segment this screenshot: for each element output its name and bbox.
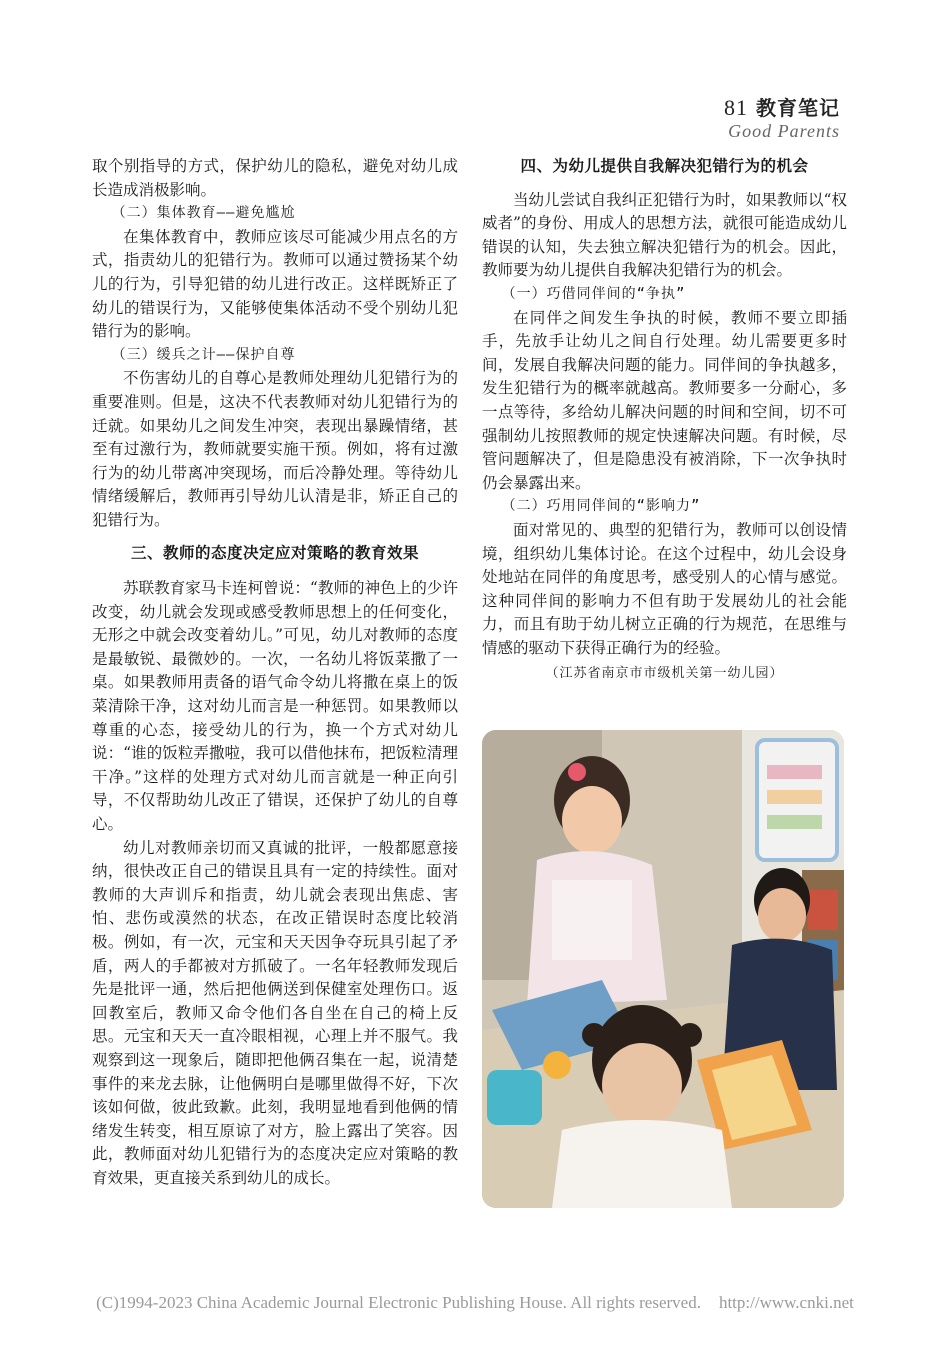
page-number: 81 [724,95,748,120]
subheading: （二）巧用同伴间的“影响力” [501,498,701,515]
subheading: （三）缓兵之计——保护自尊 [111,346,296,363]
paragraph: 面对常见的、典型的犯错行为，教师可以创设情境，组织幼儿集体讨论。在这个过程中，幼儿会设身处地站在同伴的角度思考，感受别人的心情与感觉。这种同伴间的影响力不但有助于发展幼儿的社会能力，而且有助于幼儿树立正确的行为规范，在思维与情感的驱动下获得正确行为的经验。 [482,520,847,657]
right-column [482,155,847,686]
paragraph: 苏联教育家马卡连柯曾说：“教师的神色上的少许改变，幼儿就会发现或感受教师思想上的任何变化，无形之中就会改变着幼儿。”可见，幼儿对教师的态度是最敏锐、最微妙的。一次，一名幼儿将饭菜撒了一桌。如果教师用责备的语气命令幼儿将撒在桌上的饭菜清除干净，这对幼儿而言是一种惩罚。如果教师以尊重的心态，接受幼儿的行为，换一个方式对幼儿说：“谁的饭粒弄撒啦，我可以借他抹布，把饭粒清理干净。”这样的处理方式对幼儿而言就是一种正向引导，不仅帮助幼儿改正了错误，还保护了幼儿的自尊心。 [92,579,458,834]
running-header [724,92,840,142]
paragraph: 不伤害幼儿的自尊心是教师处理幼儿犯错行为的重要准则。但是，这决不代表教师对幼儿犯错行为的迁就。如果幼儿之间发生冲突，表现出暴躁情绪，甚至有过激行为，教师就要实施干预。例如，将有过激行为的幼儿带离冲突现场，而后冷静处理。等待幼儿情绪缓解后，教师再引导幼儿认清是非，矫正自己的犯错行为。 [92,369,458,529]
subheading: （一）巧借同伴间的“争执” [501,285,686,302]
column-title: 教育笔记 [756,96,840,120]
column-title-english: Good Parents [728,121,840,141]
paragraph: 幼儿对教师亲切而又真诚的批评，一般都愿意接纳，很快改正自己的错误且具有一定的持续性。面对教师的大声训斥和指责，幼儿就会表现出焦虑、害怕、悲伤或漠然的状态，在改正错误时态度比较消极。例如，有一次，元宝和天天因争夺玩具引起了矛盾，两人的手都被对方抓破了。一名年轻教师发现后先是批评一通，然后把他俩送到保健室处理伤口。返回教室后，教师又命令他们各自坐在自己的椅上反思。元宝和天天一直冷眼相视，心理上并不服气。我观察到这一现象后，随即把他俩召集在一起，说清楚事件的来龙去脉，让他俩明白是哪里做得不好，下次该如何做，彼此致歉。此刻，我明显地看到他俩的情绪发生转变，相互原谅了对方，脸上露出了笑容。因此，教师面对幼儿犯错行为的态度决定应对策略的教育效果，更直接关系到幼儿的成长。 [92,838,458,1187]
paragraph: 当幼儿尝试自我纠正犯错行为时，如果教师以“权威者”的身份、用成人的思想方法，就很可能造成幼儿错误的认知，失去独立解决犯错行为的机会。因此，教师要为幼儿提供自我解决犯错行为的机会。 [482,190,847,280]
paragraph: 在集体教育中，教师应该尽可能减少用点名的方式，指责幼儿的犯错行为。教师可以通过赞扬某个幼儿的行为，引导犯错的幼儿进行改正。这样既矫正了幼儿的错误行为，又能够使集体活动不受个别幼儿犯错行为的影响。 [92,227,458,341]
subheading: （二）集体教育——避免尴尬 [111,205,296,222]
left-column [92,155,458,1191]
copyright-notice: (C)1994-2023 China Academic Journal Electronic Publishing House. All rights reserved. [96,1293,701,1312]
classroom-photo [482,730,844,1208]
section-heading: 四、为幼儿提供自我解决犯错行为的机会 [520,157,809,175]
copyright-footer [0,1293,950,1313]
paragraph: 在同伴之间发生争执的时候，教师不要立即插手，先放手让幼儿之间自行处理。幼儿需要更多时间，发展自我解决问题的能力。同伴间的争执越多，发生犯错行为的概率就越高。教师要多一分耐心，多一点等待，多给幼儿解决问题的时间和空间，切不可强制幼儿按照教师的规定快速解决问题。有时候，尽管问题解决了，但是隐患没有被消除，下一次争执时仍会暴露出来。 [482,308,847,492]
section-heading: 三、教师的态度决定应对策略的教育效果 [130,543,419,562]
paragraph: 取个别指导的方式，保护幼儿的隐私，避免对幼儿成长造成消极影响。 [92,157,458,199]
author-affiliation: （江苏省南京市市级机关第一幼儿园） [545,666,784,682]
header-title-line [724,92,840,121]
site-url: http://www.cnki.net [718,1293,854,1312]
